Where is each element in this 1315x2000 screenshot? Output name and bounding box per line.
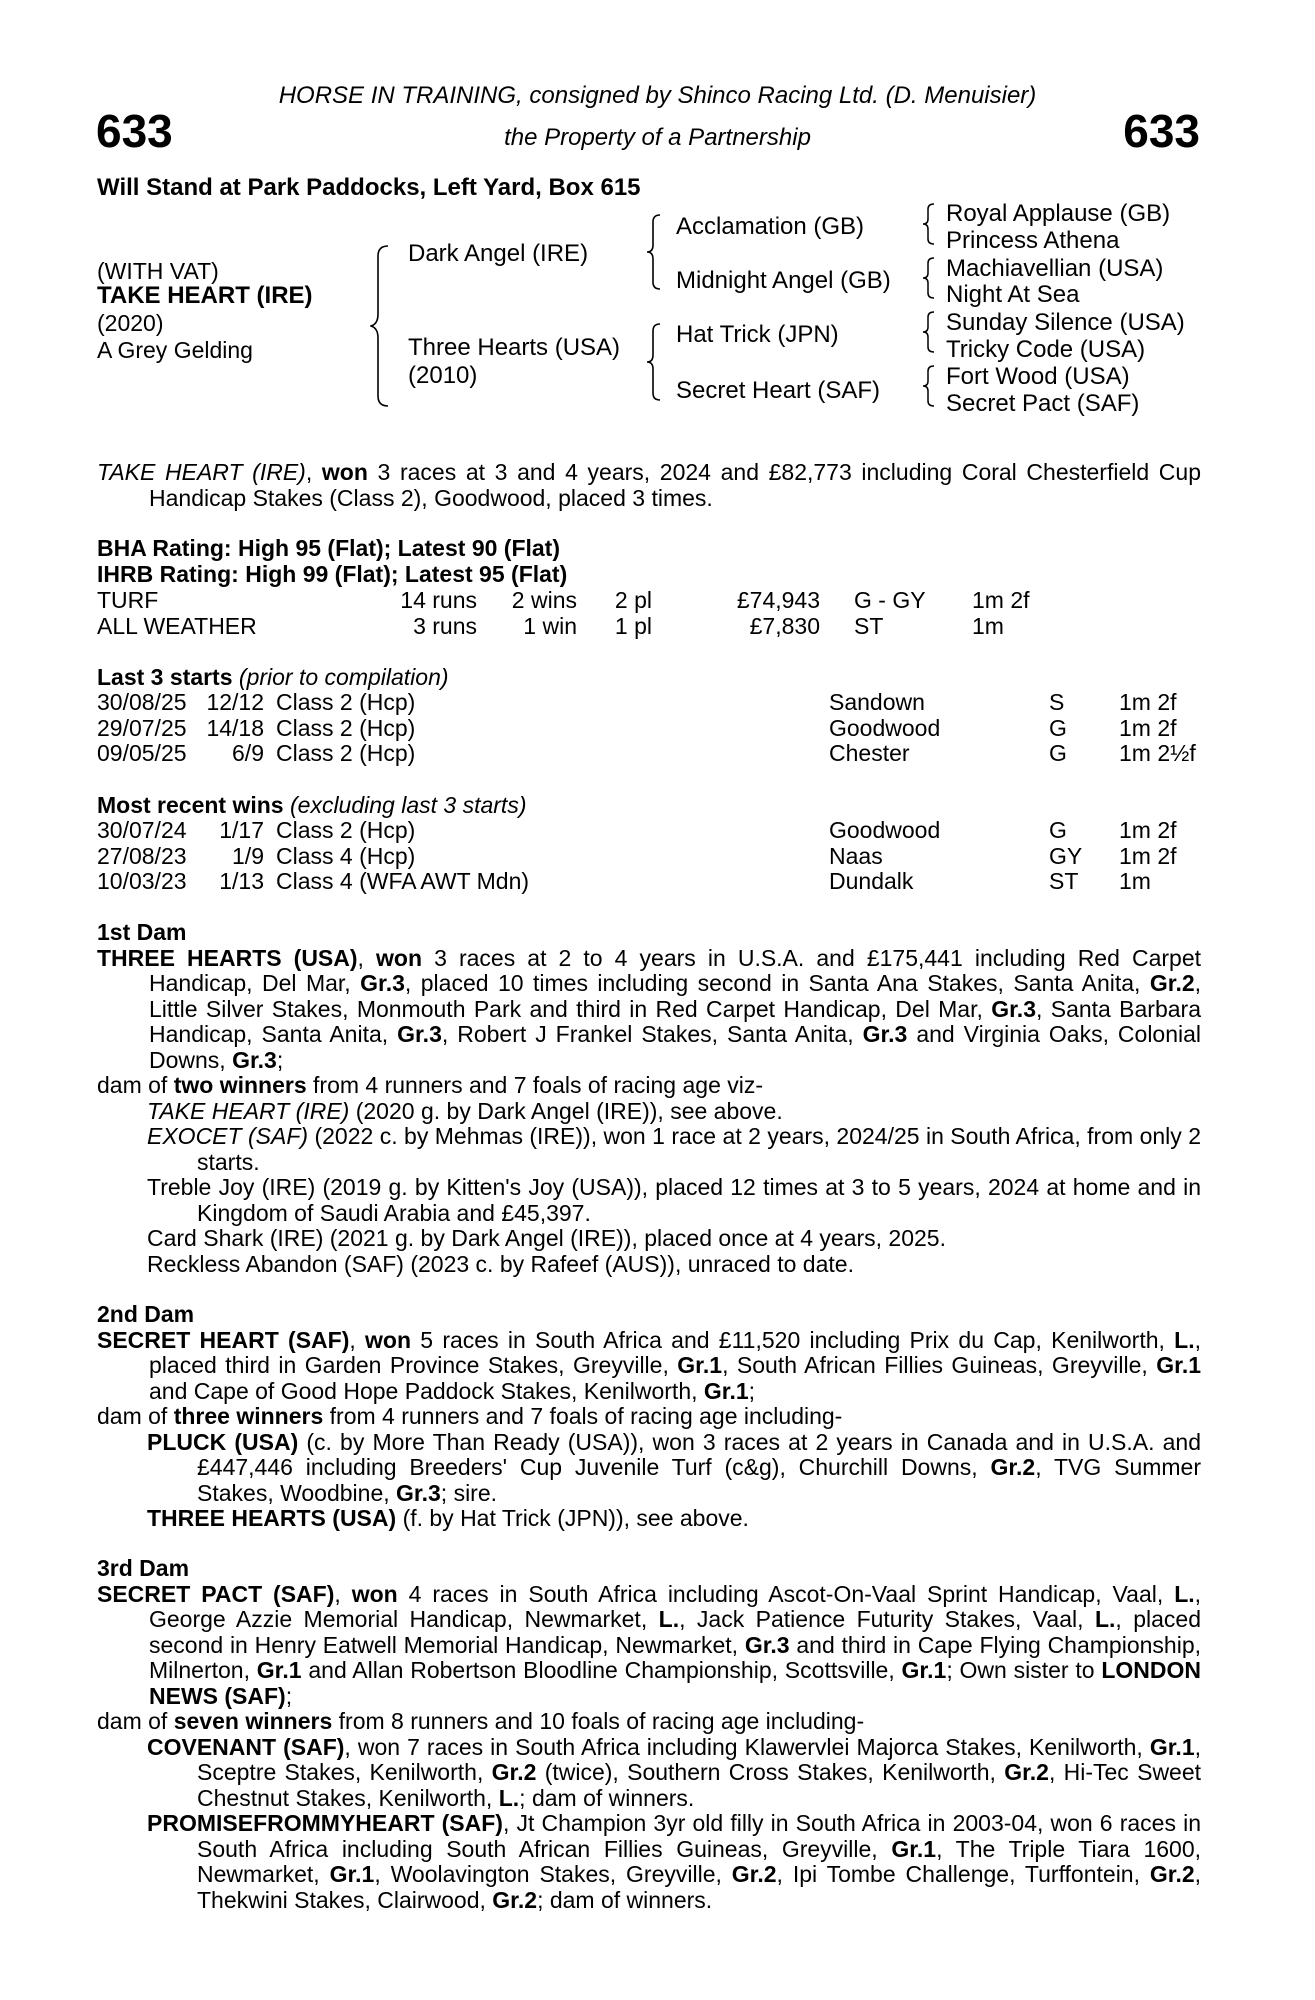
produce-details: ; dam of winners. bbox=[537, 1886, 713, 1913]
produce-details: , Jt Champion 3yr old filly in South Africa in 2003-04, won 6 races in South Africa including South African Fillies Guineas, Greyville, bbox=[197, 1810, 1201, 1862]
run-distance: 1m 2½f bbox=[1119, 740, 1196, 766]
horse-year: (2020) bbox=[97, 310, 164, 336]
pedigree-brace-g4-1 bbox=[922, 202, 936, 246]
produce-name: THREE HEARTS (USA) bbox=[147, 1505, 397, 1531]
first-dam-text: ; bbox=[276, 1046, 284, 1073]
pedigree-sire: Dark Angel (IRE) bbox=[408, 240, 589, 267]
table-row bbox=[97, 844, 1177, 870]
own-sister-name: LONDON NEWS (SAF) bbox=[149, 1657, 1202, 1709]
consignment-line: HORSE IN TRAINING, consigned by Shinco Racing Ltd. (D. Menuisier) bbox=[278, 82, 1037, 109]
table-row bbox=[97, 741, 1196, 767]
horse-description: A Grey Gelding bbox=[97, 337, 253, 363]
lot-number-right: 633 bbox=[1123, 105, 1200, 157]
third-dam-text: , placed second in Henry Eatwell Memorial Handicap, Newmarket, bbox=[149, 1606, 1202, 1658]
grade-label: Gr.2 bbox=[731, 1861, 777, 1887]
foals-summary: from 4 runners and 7 foals of racing age viz- bbox=[313, 1072, 764, 1098]
run-course: Dundalk bbox=[829, 868, 914, 894]
second-dam-text: , placed third in Garden Province Stakes, Greyville, bbox=[149, 1326, 1201, 1378]
summary-text: 3 races at 3 and 4 years, 2024 and £82,773 including Coral Chesterfield Cup Handicap Stakes (Class 2), Goodwood, placed 3 times. bbox=[149, 459, 1201, 511]
pedigree-dss: Sunday Silence (USA) bbox=[946, 309, 1185, 336]
second-dam-name: SECRET HEART (SAF) bbox=[97, 1326, 350, 1353]
first-dam-text: , Santa Barbara Handicap, Santa Anita, bbox=[149, 995, 1201, 1047]
pedigree-dsd: Tricky Code (USA) bbox=[946, 336, 1146, 363]
run-distance: 1m bbox=[1119, 868, 1151, 894]
run-race: Class 2 (Hcp) bbox=[276, 714, 416, 741]
pedigree-sdd: Night At Sea bbox=[946, 281, 1080, 308]
third-dam-text: , George Azzie Memorial Handicap, Newmarket, bbox=[149, 1580, 1202, 1632]
winners-count: seven winners bbox=[173, 1708, 333, 1734]
third-dam-section: 3rd Dam SECRET PACT (SAF), won 4 races in South Africa including Ascot-On-Vaal Sprint Handicap, Vaal, L., George Azzie Memorial Handicap, Newmarket, L., Jack Patience Futurity Stakes, Vaal, L., placed second in Henry Eatwell Memorial Handicap, Newmarket, Gr.3 and third in Cape Flying Championship, Milnerton, Gr.1 and Allan Robertson Bloodline Championship, Scottsville, Gr.1; Own sister to LONDON NEWS (SAF); dam of seven winners from 8 runners and 10 foals of racing age including- COVENANT (SAF), won 7 races in South Africa including Klawervlei Majorca Stakes, Kenilworth, Gr.1, Sceptre Stakes, Kenilworth, Gr.2 (twice), Southern Cross Stakes, Kenilworth, Gr.2, Hi-Tec Sweet Chestnut Stakes, Kenilworth, L.; dam of winners. PROMISEFROMMYHEART (SAF), Jt Champion 3yr old filly in South Africa in 2003-04, won 6 races in South Africa including South African Fillies Guineas, Greyville, Gr.1, The Triple Tiara 1600, Newmarket, Gr.1, Woolavington Stakes, Greyville, Gr.2, Ipi Tombe Challenge, Turffontein, Gr.2, Thekwini Stakes, Clairwood, Gr.2; dam of winners. bbox=[97, 1555, 1202, 1913]
recent-wins-heading bbox=[97, 792, 526, 818]
produce-item bbox=[97, 1735, 1201, 1812]
surface-distance: 1m 2f bbox=[972, 587, 1030, 613]
run-distance: 1m 2f bbox=[1119, 842, 1177, 869]
surface-runs: 14 runs bbox=[400, 587, 477, 613]
run-course: Naas bbox=[829, 842, 883, 869]
run-course: Goodwood bbox=[829, 714, 941, 741]
run-going: G bbox=[1049, 740, 1067, 766]
produce-item: Reckless Abandon (SAF) (2023 c. by Rafeef (AUS)), unraced to date. bbox=[147, 1250, 854, 1277]
grade-label: Gr.1 bbox=[256, 1657, 302, 1683]
pedigree-ssd: Princess Athena bbox=[946, 227, 1120, 254]
grade-label: L. bbox=[498, 1784, 520, 1811]
third-dam-title: 3rd Dam bbox=[97, 1555, 190, 1581]
produce-details: , won 7 races in South Africa including Klawervlei Majorca Stakes, Kenilworth, bbox=[344, 1733, 1143, 1760]
table-row bbox=[97, 690, 1196, 716]
surface-wins: 1 win bbox=[523, 612, 577, 639]
pedigree-dam: Three Hearts (USA) bbox=[408, 334, 621, 361]
run-course: Goodwood bbox=[829, 817, 941, 843]
dam-of-label: dam of bbox=[97, 1403, 168, 1429]
run-distance: 1m 2f bbox=[1119, 689, 1177, 715]
surface-name: TURF bbox=[97, 587, 159, 613]
first-dam-text: , Robert J Frankel Stakes, Santa Anita, bbox=[441, 1021, 854, 1047]
last3-note: (prior to compilation) bbox=[238, 664, 449, 690]
winners-count: three winners bbox=[173, 1403, 324, 1429]
third-dam-text: ; Own sister to bbox=[946, 1657, 1095, 1683]
second-dam-text: ; bbox=[748, 1377, 756, 1404]
grade-label: Gr.1 bbox=[329, 1861, 375, 1887]
run-date: 27/08/23 bbox=[97, 842, 187, 869]
grade-label: Gr.2 bbox=[990, 1454, 1036, 1480]
produce-item bbox=[97, 1506, 1201, 1532]
third-dam-text: ; bbox=[285, 1682, 293, 1709]
pedigree-brace-sire bbox=[646, 213, 662, 291]
produce-name: TAKE HEART (IRE) bbox=[147, 1097, 350, 1124]
produce-details: , The Triple Tiara 1600, Newmarket, bbox=[197, 1835, 1201, 1887]
run-distance: 1m 2f bbox=[1119, 817, 1177, 843]
pedigree-dam-sire: Hat Trick (JPN) bbox=[676, 321, 839, 348]
pedigree-sds: Machiavellian (USA) bbox=[946, 255, 1164, 282]
run-race: Class 2 (Hcp) bbox=[276, 817, 416, 843]
produce-details: (2022 c. by Mehmas (IRE)), won 1 race at 2 years, 2024/25 in South Africa, from only 2 starts. bbox=[197, 1123, 1202, 1175]
produce-details: ; sire. bbox=[440, 1479, 498, 1506]
produce-details: , Woolavington Stakes, Greyville, bbox=[374, 1861, 722, 1887]
recent-title: Most recent wins bbox=[97, 792, 284, 818]
surface-money: £74,943 bbox=[736, 587, 820, 613]
produce-details: , Sceptre Stakes, Kenilworth, bbox=[197, 1733, 1202, 1785]
grade-label: Gr.1 bbox=[703, 1377, 749, 1404]
second-dam-won: won bbox=[365, 1326, 412, 1353]
produce-details: (twice), Southern Cross Stakes, Kenilworth, bbox=[544, 1759, 996, 1785]
grade-label: Gr.2 bbox=[1149, 970, 1195, 996]
dam-of-label: dam of bbox=[97, 1708, 168, 1734]
bha-rating: BHA Rating: High 95 (Flat); Latest 90 (Flat) bbox=[97, 535, 560, 561]
second-dam-section: 2nd Dam SECRET HEART (SAF), won 5 races in South Africa and £11,520 including Prix du Cap, Kenilworth, L., placed third in Garden Province Stakes, Greyville, Gr.1, South African Fillies Guineas, Greyville, Gr.1 and Cape of Good Hope Paddock Stakes, Kenilworth, Gr.1; dam of three winners from 4 runners and 7 foals of racing age including- PLUCK (USA) (c. by More Than Ready (USA)), won 3 races at 2 years in Canada and in U.S.A. and £447,446 including Breeders' Cup Juvenile Turf (c&g), Churchill Downs, Gr.2, TVG Summer Stakes, Woodbine, Gr.3; sire. THREE HEARTS (USA) (f. by Hat Trick (JPN)), see above. bbox=[97, 1301, 1202, 1531]
produce-details: (c. by More Than Ready (USA)), won 3 races at 2 years in Canada and in U.S.A. and £447,446 including Breeders' Cup Juvenile Turf (c&g), Churchill Downs, bbox=[197, 1428, 1201, 1480]
grade-label: Gr.3 bbox=[360, 970, 405, 996]
run-date: 30/08/25 bbox=[97, 689, 187, 715]
surface-runs: 3 runs bbox=[413, 612, 477, 639]
run-position: 14/18 bbox=[206, 714, 264, 741]
grade-label: Gr.2 bbox=[492, 1886, 538, 1913]
summary-horse-name: TAKE HEART (IRE) bbox=[97, 459, 306, 485]
run-date: 09/05/25 bbox=[97, 740, 187, 766]
pedigree-brace-main bbox=[370, 244, 392, 408]
pedigree-brace-g4-3 bbox=[922, 310, 936, 354]
first-dam-name: THREE HEARTS (USA) bbox=[97, 944, 358, 971]
run-going: GY bbox=[1049, 842, 1083, 869]
surface-stats-table bbox=[97, 588, 1030, 639]
grade-label: L. bbox=[1174, 1580, 1195, 1607]
first-dam-section: 1st Dam THREE HEARTS (USA), won 3 races at 2 to 4 years in U.S.A. and £175,441 including Red Carpet Handicap, Del Mar, Gr.3, placed 10 times including second in Santa Ana Stakes, Santa Anita, Gr.2, Little Silver Stakes, Monmouth Park and third in Red Carpet Handicap, Del Mar, Gr.3, Santa Barbara Handicap, Santa Anita, Gr.3, Robert J Frankel Stakes, Santa Anita, Gr.3 and Virginia Oaks, Colonial Downs, Gr.3; dam of two winners from 4 runners and 7 foals of racing age viz- TAKE HEART (IRE) (2020 g. by Dark Angel (IRE)), see above. EXOCET (SAF) (2022 c. by Mehmas (IRE)), won 1 race at 2 years, 2024/25 in South Africa, from only 2 starts. Treble Joy (IRE) (2019 g. by Kitten's Joy (USA)), placed 12 times at 3 to 5 years, 2024 at home and in Kingdom of Saudi Arabia and £45,397. Card Shark (IRE) (2021 g. by Dark Angel (IRE)), placed once at 4 years, 2025. Reckless Abandon (SAF) (2023 c. by Rafeef (AUS)), unraced to date. bbox=[97, 919, 1202, 1277]
grade-label: L. bbox=[1174, 1326, 1195, 1353]
run-date: 30/07/24 bbox=[97, 817, 187, 843]
grade-label: Gr.3 bbox=[396, 1479, 441, 1506]
second-dam-text: , South African Fillies Guineas, Greyville, bbox=[722, 1352, 1148, 1378]
surface-going: ST bbox=[854, 612, 884, 639]
produce-details: , TVG Summer Stakes, Woodbine, bbox=[197, 1454, 1201, 1506]
pedigree-sss: Royal Applause (GB) bbox=[946, 200, 1171, 227]
third-dam-name: SECRET PACT (SAF) bbox=[97, 1580, 335, 1607]
third-dam-won: won bbox=[351, 1580, 398, 1607]
grade-label: Gr.1 bbox=[1156, 1352, 1202, 1378]
pedigree-brace-g4-4 bbox=[922, 364, 936, 408]
surface-going: G - GY bbox=[854, 587, 926, 613]
run-position: 1/9 bbox=[232, 842, 264, 869]
first-dam-text: , Little Silver Stakes, Monmouth Park and third in Red Carpet Handicap, Del Mar, bbox=[149, 970, 1202, 1022]
produce-details: ; dam of winners. bbox=[519, 1784, 695, 1811]
grade-label: Gr.2 bbox=[491, 1759, 537, 1785]
foals-summary: from 4 runners and 7 foals of racing age including- bbox=[329, 1403, 843, 1429]
produce-details: , Ipi Tombe Challenge, Turffontein, bbox=[776, 1861, 1140, 1887]
pedigree-ddd: Secret Pact (SAF) bbox=[946, 390, 1140, 417]
pedigree-sire-sire: Acclamation (GB) bbox=[676, 213, 865, 240]
second-dam-text: 5 races in South Africa and £11,520 including Prix du Cap, Kenilworth, bbox=[420, 1326, 1165, 1353]
pedigree-sire-dam: Midnight Angel (GB) bbox=[676, 267, 891, 294]
run-going: G bbox=[1049, 817, 1067, 843]
produce-name: COVENANT (SAF) bbox=[147, 1733, 345, 1760]
stand-location: Will Stand at Park Paddocks, Left Yard, Box 615 bbox=[97, 174, 641, 201]
first-dam-text: 3 races at 2 to 4 years in U.S.A. and £175,441 including Red Carpet Handicap, Del Mar, bbox=[149, 944, 1201, 996]
produce-item: Treble Joy (IRE) (2019 g. by Kitten's Joy (USA)), placed 12 times at 3 to 5 years, 2024 at home and in Kingdom of Saudi Arabia and £45,397. bbox=[147, 1174, 1201, 1226]
run-going: G bbox=[1049, 714, 1067, 741]
produce-details: (f. by Hat Trick (JPN)), see above. bbox=[402, 1505, 749, 1531]
grade-label: Gr.1 bbox=[1149, 1733, 1195, 1760]
pedigree-brace-g4-2 bbox=[922, 256, 936, 300]
race-summary: TAKE HEART (IRE), won 3 races at 3 and 4 years, 2024 and £82,773 including Coral Chesterfield Cup Handicap Stakes (Class 2), Goodwood, placed 3 times. bbox=[97, 459, 1201, 511]
grade-label: Gr.1 bbox=[891, 1835, 937, 1862]
produce-details: , Thekwini Stakes, Clairwood, bbox=[197, 1861, 1202, 1913]
surface-placed: 1 pl bbox=[614, 612, 652, 639]
pedigree-dam-dam: Secret Heart (SAF) bbox=[676, 377, 881, 404]
surface-name: ALL WEATHER bbox=[97, 612, 257, 639]
pedigree-dam-year: (2010) bbox=[408, 362, 478, 389]
first-dam-won: won bbox=[376, 944, 423, 971]
grade-label: Gr.3 bbox=[232, 1046, 277, 1073]
produce-item bbox=[97, 1811, 1201, 1913]
run-position: 1/17 bbox=[219, 817, 264, 843]
produce-item: Card Shark (IRE) (2021 g. by Dark Angel (IRE)), placed once at 4 years, 2025. bbox=[147, 1225, 946, 1251]
foals-summary: from 8 runners and 10 foals of racing age including- bbox=[338, 1708, 865, 1734]
grade-label: Gr.3 bbox=[397, 1021, 442, 1047]
table-row bbox=[97, 818, 1177, 844]
run-position: 12/12 bbox=[206, 689, 264, 715]
pedigree-dds: Fort Wood (USA) bbox=[946, 363, 1130, 390]
third-dam-text: 4 races in South Africa including Ascot-On-Vaal Sprint Handicap, Vaal, bbox=[408, 1580, 1164, 1607]
run-course: Sandown bbox=[829, 689, 925, 715]
last3-heading bbox=[97, 664, 449, 690]
produce-name: EXOCET (SAF) bbox=[147, 1123, 309, 1149]
recent-wins-table bbox=[97, 818, 1177, 895]
grade-label: Gr.2 bbox=[1004, 1759, 1049, 1785]
surface-money: £7,830 bbox=[749, 612, 820, 639]
surface-wins: 2 wins bbox=[511, 587, 577, 613]
table-row bbox=[97, 869, 1177, 895]
table-row bbox=[97, 716, 1196, 742]
surface-placed: 2 pl bbox=[614, 587, 652, 613]
last3-title: Last 3 starts bbox=[97, 664, 233, 690]
property-line: the Property of a Partnership bbox=[504, 124, 811, 151]
run-race: Class 4 (WFA AWT Mdn) bbox=[276, 868, 530, 894]
produce-item bbox=[97, 1099, 1201, 1125]
run-going: ST bbox=[1049, 868, 1079, 894]
pedigree-brace-dam bbox=[646, 322, 662, 402]
lot-number-left: 633 bbox=[96, 105, 173, 157]
table-row bbox=[97, 588, 1030, 614]
recent-note: (excluding last 3 starts) bbox=[290, 792, 527, 818]
last3-table bbox=[97, 690, 1196, 767]
run-race: Class 2 (Hcp) bbox=[276, 689, 416, 715]
first-dam-title: 1st Dam bbox=[97, 919, 187, 945]
run-race: Class 4 (Hcp) bbox=[276, 842, 416, 869]
third-dam-text: , Jack Patience Futurity Stakes, Vaal, bbox=[679, 1606, 1084, 1632]
produce-details: , Hi-Tec Sweet Chestnut Stakes, Kenilworth, bbox=[197, 1759, 1202, 1811]
grade-label: Gr.3 bbox=[991, 995, 1036, 1022]
produce-name: PROMISEFROMMYHEART (SAF) bbox=[147, 1810, 503, 1836]
grade-label: Gr.1 bbox=[677, 1352, 723, 1378]
grade-label: Gr.1 bbox=[901, 1657, 947, 1683]
run-date: 29/07/25 bbox=[97, 714, 187, 741]
run-distance: 1m 2f bbox=[1119, 714, 1177, 741]
table-row bbox=[97, 614, 1030, 640]
third-dam-text: and third in Cape Flying Championship, Milnerton, bbox=[149, 1631, 1201, 1683]
winners-count: two winners bbox=[173, 1072, 307, 1098]
grade-label: L. bbox=[658, 1606, 680, 1632]
first-dam-text: and Virginia Oaks, Colonial Downs, bbox=[149, 1021, 1202, 1073]
grade-label: L. bbox=[1094, 1606, 1116, 1632]
grade-label: Gr.2 bbox=[1149, 1861, 1195, 1887]
grade-label: Gr.3 bbox=[862, 1021, 908, 1047]
second-dam-title: 2nd Dam bbox=[97, 1301, 195, 1327]
horse-name: TAKE HEART (IRE) bbox=[97, 282, 313, 309]
produce-item bbox=[97, 1430, 1201, 1507]
ihrb-rating: IHRB Rating: High 99 (Flat); Latest 95 (Flat) bbox=[97, 561, 568, 587]
first-dam-text: , placed 10 times including second in Santa Ana Stakes, Santa Anita, bbox=[404, 970, 1141, 996]
surface-distance: 1m bbox=[972, 612, 1004, 639]
vat-note: (WITH VAT) bbox=[97, 258, 219, 284]
run-going: S bbox=[1049, 689, 1065, 715]
run-position: 1/13 bbox=[219, 868, 264, 894]
run-course: Chester bbox=[829, 740, 910, 766]
summary-won: won bbox=[321, 459, 368, 485]
run-date: 10/03/23 bbox=[97, 868, 187, 894]
run-race: Class 2 (Hcp) bbox=[276, 740, 416, 766]
produce-item bbox=[97, 1124, 1201, 1175]
third-dam-text: and Allan Robertson Bloodline Championship, Scottsville, bbox=[308, 1657, 895, 1683]
produce-name: PLUCK (USA) bbox=[147, 1428, 299, 1455]
grade-label: Gr.3 bbox=[744, 1631, 790, 1658]
dam-of-label: dam of bbox=[97, 1072, 168, 1098]
second-dam-text: and Cape of Good Hope Paddock Stakes, Kenilworth, bbox=[149, 1377, 698, 1404]
run-position: 6/9 bbox=[232, 740, 264, 766]
produce-details: (2020 g. by Dark Angel (IRE)), see above. bbox=[355, 1097, 783, 1124]
